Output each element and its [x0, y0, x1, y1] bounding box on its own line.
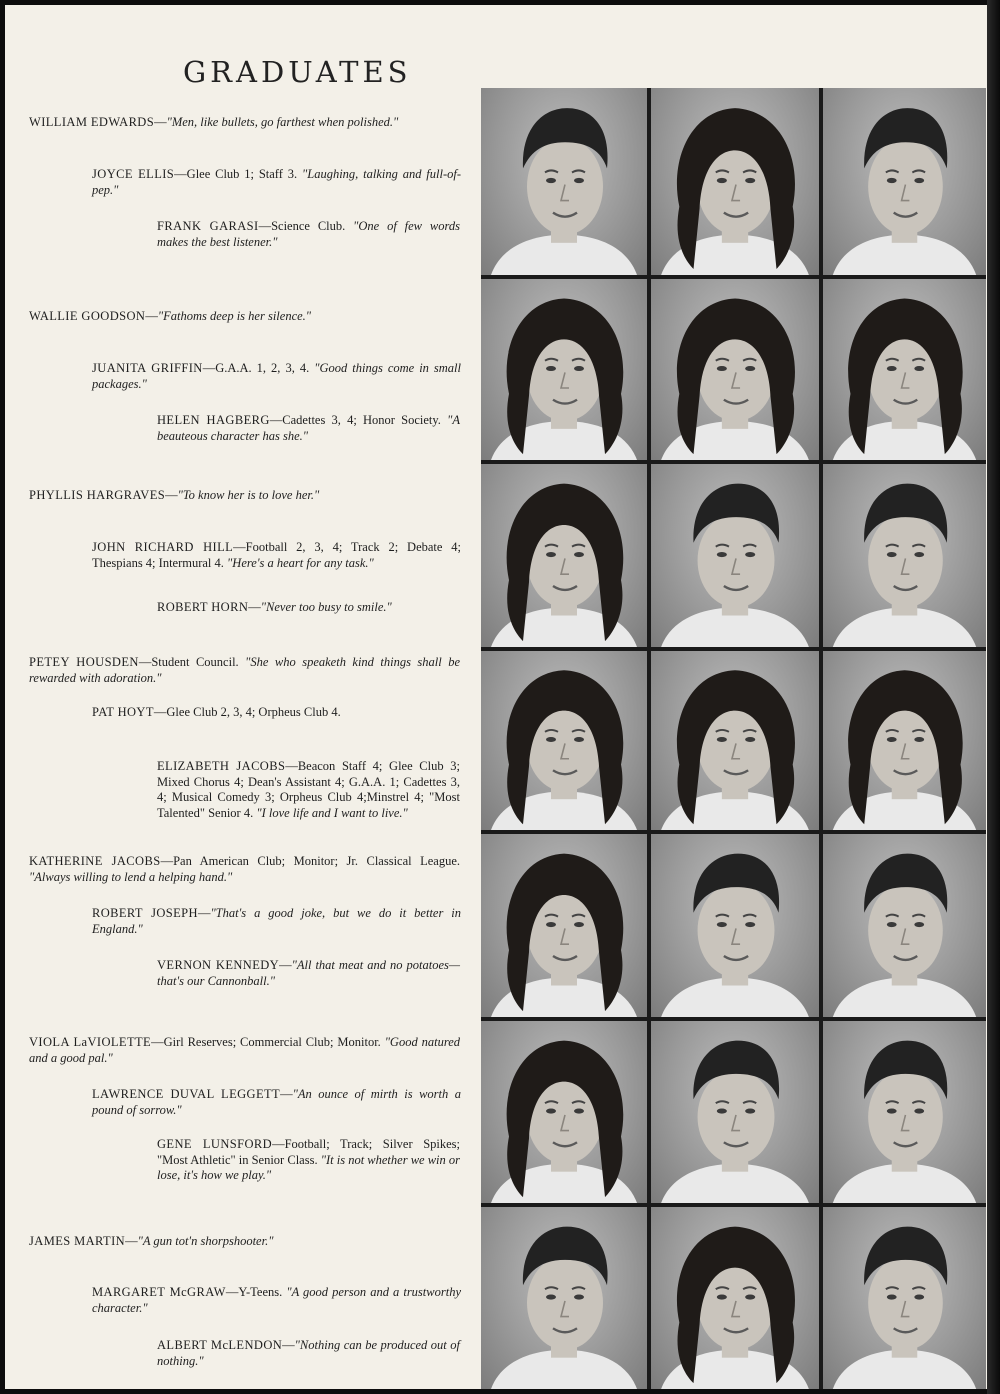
portrait-photo — [481, 1207, 647, 1389]
portrait-photo — [823, 464, 986, 647]
graduate-entry — [157, 1137, 460, 1184]
dash-separator: — — [197, 906, 211, 920]
graduate-entry — [29, 854, 460, 885]
graduate-activities: Student Council. — [151, 655, 239, 669]
graduate-name: FRANK GARASI — [157, 219, 259, 233]
dash-separator: — — [154, 115, 167, 129]
graduate-activities: Girl Reserves; Commercial Club; Monitor. — [163, 1035, 381, 1049]
yearbook-page — [5, 5, 987, 1389]
graduate-entry — [92, 906, 461, 937]
portrait-photo — [481, 1021, 647, 1203]
graduate-quote: "That's a good joke, but we do it better in England." — [92, 906, 461, 936]
graduate-quote: "Laughing, talking and full-of-pep." — [92, 167, 462, 197]
dash-separator: — — [125, 1234, 138, 1248]
dash-separator: — — [202, 361, 216, 375]
graduate-quote: "I love life and I want to live." — [256, 805, 408, 820]
portrait-photo — [481, 651, 647, 830]
dash-separator: — — [282, 1338, 295, 1352]
dash-separator: — — [151, 1035, 164, 1049]
graduate-quote: "Here's a heart for any task." — [227, 555, 374, 570]
portrait-photo — [481, 834, 647, 1017]
graduate-activities: Cadettes 3, 4; Honor Society. — [282, 413, 441, 427]
graduate-activities: Science Club. — [271, 219, 346, 233]
graduate-name: GENE LUNSFORD — [157, 1137, 273, 1151]
graduate-quote: "All that meat and no potatoes—that's our Cannonball." — [157, 958, 460, 988]
dash-separator: — — [248, 600, 261, 614]
graduate-entry — [92, 1087, 461, 1118]
graduate-entry — [92, 540, 461, 571]
portrait-photo — [823, 279, 986, 460]
graduate-quote: "Always willing to lend a helping hand." — [29, 869, 233, 884]
graduate-entry — [92, 705, 461, 721]
graduate-quote: "One of few words makes the best listener." — [157, 219, 460, 249]
graduate-quote: "A gun tot'n shorpshooter." — [137, 1234, 274, 1248]
dash-separator: — — [258, 219, 272, 233]
dash-separator: — — [138, 655, 152, 669]
graduate-entry — [92, 361, 461, 392]
dash-separator: — — [160, 854, 174, 868]
graduate-name: JOYCE ELLIS — [92, 167, 175, 181]
graduate-name: VERNON KENNEDY — [157, 958, 280, 972]
graduate-name: ELIZABETH JACOBS — [157, 759, 286, 773]
graduate-name: VIOLA LaVIOLETTE — [29, 1035, 152, 1049]
graduate-quote: "A beauteous character has she." — [157, 413, 460, 443]
graduate-entry — [157, 759, 460, 821]
dash-separator: — — [272, 1137, 285, 1151]
graduate-quote: "Men, like bullets, go farthest when polished." — [166, 115, 399, 129]
graduate-quote: "Good natured and a good pal." — [29, 1035, 461, 1065]
graduate-entry — [29, 1035, 460, 1066]
graduate-name: ROBERT HORN — [157, 600, 249, 614]
graduate-entry — [92, 167, 461, 198]
dash-separator: — — [174, 167, 187, 181]
graduate-quote: "Good things come in small packages." — [92, 361, 462, 391]
graduate-name: PETEY HOUSDEN — [29, 655, 139, 669]
portrait-photo — [651, 279, 819, 460]
graduate-name: KATHERINE JACOBS — [29, 854, 161, 868]
graduate-activities: Beacon Staff 4; Glee Club 3; Mixed Chorus 4; Dean's Assistant 4; G.A.A. 1; Cadettes 3, 4; Musical Comedy 3; Orpheus Club 4;Minstrel 4; "Most Talented" Senior 4. — [157, 759, 460, 820]
graduate-entry — [29, 115, 460, 131]
graduate-name: PHYLLIS HARGRAVES — [29, 488, 166, 502]
graduate-activities: Y-Teens. — [238, 1285, 283, 1299]
graduate-entry — [92, 1285, 461, 1316]
graduate-entry — [157, 600, 460, 616]
portrait-photo — [651, 464, 819, 647]
portrait-photo — [481, 279, 647, 460]
page-edge — [987, 0, 1000, 1394]
portrait-photo — [651, 651, 819, 830]
graduate-quote: "A good person and a trustworthy character." — [92, 1285, 461, 1315]
portrait-photo — [823, 1021, 986, 1203]
dash-separator: — — [165, 488, 178, 502]
portrait-photo — [823, 834, 986, 1017]
portrait-photo — [481, 464, 647, 647]
graduate-name: ALBERT McLENDON — [157, 1338, 283, 1352]
portrait-photo — [481, 88, 647, 275]
dash-separator: — — [285, 759, 298, 773]
portrait-photo — [651, 1207, 819, 1389]
dash-separator: — — [225, 1285, 239, 1299]
graduate-name: MARGARET McGRAW — [92, 1285, 226, 1299]
graduate-activities: Pan American Club; Monitor; Jr. Classical League. — [173, 854, 460, 868]
portrait-photo — [823, 1207, 986, 1389]
graduate-quote: "An ounce of mirth is worth a pound of sorrow." — [92, 1087, 461, 1117]
dash-separator: — — [280, 1087, 293, 1101]
dash-separator: — — [269, 413, 283, 427]
dash-separator: — — [153, 705, 167, 719]
graduate-entry — [157, 219, 460, 250]
graduate-entry — [29, 488, 460, 504]
graduate-entry — [29, 655, 460, 686]
graduate-quote: "Fathoms deep is her silence." — [157, 309, 312, 323]
graduate-name: JUANITA GRIFFIN — [92, 361, 203, 375]
graduate-name: WALLIE GOODSON — [29, 309, 146, 323]
graduate-quote: "She who speaketh kind things shall be rewarded with adoration." — [29, 655, 460, 685]
graduate-entry — [29, 309, 460, 325]
graduate-entry — [157, 413, 460, 444]
portrait-photo — [651, 1021, 819, 1203]
dash-separator: — — [145, 309, 158, 323]
graduate-name: ROBERT JOSEPH — [92, 906, 198, 920]
graduate-quote: "It is not whether we win or lose, it's how we play." — [157, 1152, 461, 1182]
dash-separator: — — [279, 958, 292, 972]
portrait-photo — [651, 88, 819, 275]
portrait-photo — [651, 834, 819, 1017]
graduate-entry — [157, 1338, 460, 1369]
graduate-name: WILLIAM EDWARDS — [29, 115, 155, 129]
graduate-activities: Glee Club 2, 3, 4; Orpheus Club 4. — [166, 705, 341, 719]
graduate-name: HELEN HAGBERG — [157, 413, 270, 427]
dash-separator: — — [233, 540, 246, 554]
portrait-photo — [823, 88, 986, 275]
graduate-activities: G.A.A. 1, 2, 3, 4. — [215, 361, 310, 375]
graduate-quote: "Nothing can be produced out of nothing." — [157, 1338, 460, 1368]
graduate-name: LAWRENCE DUVAL LEGGETT — [92, 1087, 281, 1101]
graduate-activities: Football 2, 3, 4; Track 2; Debate 4; Thespians 4; Intermural 4. — [92, 540, 461, 570]
portrait-photo — [823, 651, 986, 830]
graduate-activities: Football; Track; Silver Spikes; "Most Athletic" in Senior Class. — [157, 1137, 461, 1167]
photo-grid — [481, 88, 986, 1389]
graduate-quote: "Never too busy to smile." — [260, 600, 392, 614]
page-title: GRADUATES — [183, 55, 412, 89]
graduate-name: JAMES MARTIN — [29, 1234, 126, 1248]
graduate-activities: Glee Club 1; Staff 3. — [186, 167, 298, 181]
graduate-name: PAT HOYT — [92, 705, 154, 719]
graduate-quote: "To know her is to love her." — [177, 488, 320, 502]
graduate-name: JOHN RICHARD HILL — [92, 540, 234, 554]
graduate-entry — [29, 1234, 460, 1250]
graduate-entry — [157, 958, 460, 989]
